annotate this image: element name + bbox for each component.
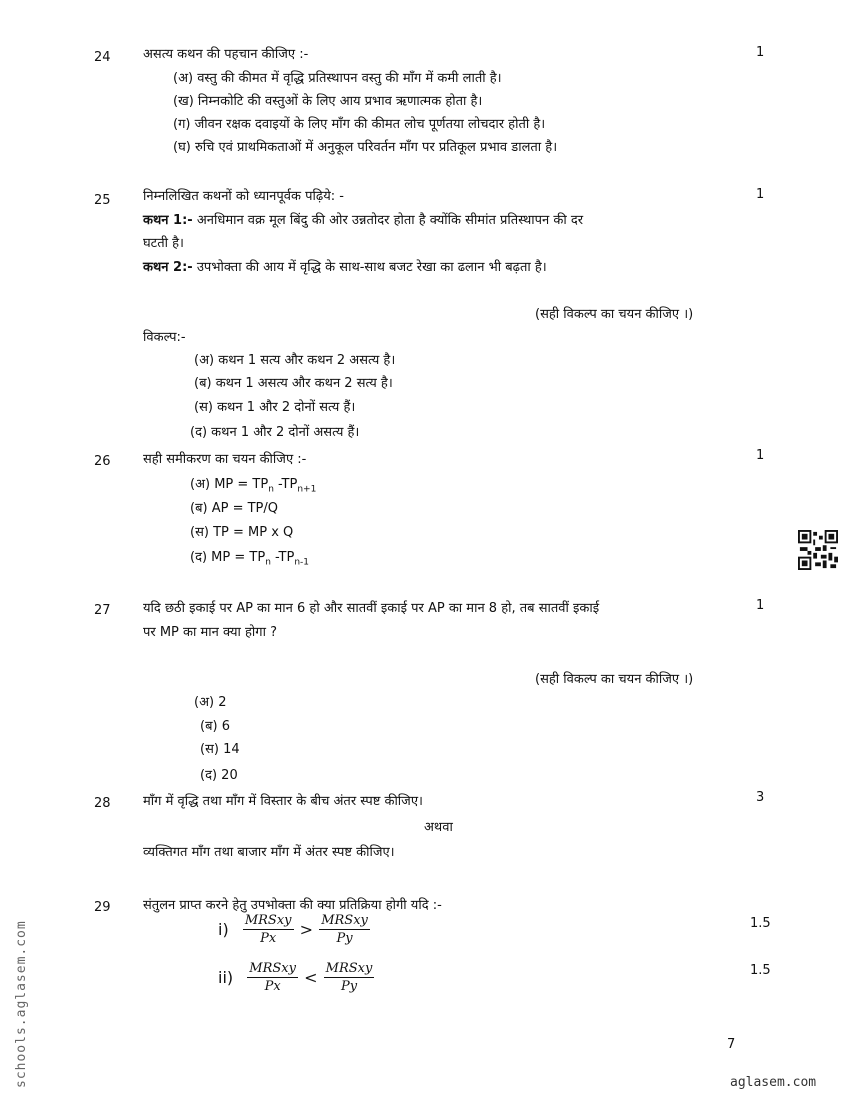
question-27-option-c: (स) 14 [200,742,240,757]
question-25-option-d: (द) कथन 1 और 2 दोनों असत्य हैं। [190,425,360,440]
part-ii-right-denominator: Py [340,979,358,994]
question-26-marks: 1 [756,448,765,463]
part-i-left-numerator: MRSxy [244,913,292,928]
part-i-right-fraction [319,913,370,946]
question-29-stem: संतुलन प्राप्त करने हेतु उपभोक्ता की क्या प्रतिक्रिया होगी यदि :- [143,898,442,913]
option-a-mid: -TP [273,477,298,492]
statement-1-continuation: घटती है। [143,236,184,251]
side-watermark: schools.aglasem.com [14,920,29,1088]
question-25-option-b: (ब) कथन 1 असत्य और कथन 2 सत्य है। [194,376,393,391]
part-i-left-denominator: Px [260,931,277,946]
question-24-option-d: (घ) रुचि एवं प्राथमिकताओं में अनुकूल परिवर्तन माँग पर प्रतिकूल प्रभाव डालता है। [173,140,558,155]
part-i-label: i) [218,920,229,939]
question-number-26: 26 [94,454,111,469]
question-28-or: अथवा [424,820,453,835]
part-i-right-denominator: Py [336,931,353,946]
part-ii-left-fraction [247,961,298,994]
question-24-option-a: (अ) वस्तु की कीमत में वृद्धि प्रतिस्थापन वस्तु की माँग में कमी लाती है। [173,71,502,86]
question-27-stem-line-1: यदि छठी इकाई पर AP का मान 6 हो और सातवीं इकाई पर AP का मान 8 हो, तब सातवीं इकाई [143,601,600,616]
question-29-part-i-marks: 1.5 [750,916,771,931]
question-number-25: 25 [94,193,111,208]
part-ii-relation: < [304,968,318,987]
question-25-statement-1 [143,210,583,228]
part-i-relation: > [299,920,314,939]
option-a-sub-2: n+1 [297,484,317,495]
statement-1-label: कथन 1:- [143,213,193,228]
option-d-sub-2: n-1 [294,557,310,568]
question-28-marks: 3 [756,790,765,805]
question-24-stem: असत्य कथन की पहचान कीजिए :- [143,47,309,62]
statement-2-text: उपभोक्ता की आय में वृद्धि के साथ-साथ बजट रेखा का ढलान भी बढ़ता है। [196,260,547,275]
option-d-sub-1: n [265,557,271,568]
question-24-option-c: (ग) जीवन रक्षक दवाइयों के लिए माँग की कीमत लोच पूर्णतया लोचदार होती है। [173,117,546,132]
question-25-marks: 1 [756,187,765,202]
question-27-option-a: (अ) 2 [194,695,227,710]
statement-1-text: अनधिमान वक्र मूल बिंदु की ओर उन्नतोदर होता है क्योंकि सीमांत प्रतिस्थापन की दर [196,213,584,228]
question-number-27: 27 [94,603,111,618]
part-ii-left-denominator: Px [264,979,281,994]
question-25-statement-2 [143,257,547,275]
question-26-option-d [190,547,309,568]
question-number-24: 24 [94,50,111,65]
option-d-prefix: (द) MP = TP [190,550,266,565]
question-26-stem: सही समीकरण का चयन कीजिए :- [143,452,307,467]
statement-2-label: कथन 2:- [143,260,193,275]
question-26-option-c: (स) TP = MP x Q [190,525,294,540]
question-24-marks: 1 [756,45,765,60]
question-27-marks: 1 [756,598,765,613]
part-i-left-fraction [243,913,294,946]
question-27-stem-line-2: पर MP का मान क्या होगा ? [143,625,277,640]
part-ii-label: ii) [218,968,234,987]
question-27-option-b: (ब) 6 [200,719,230,734]
question-24-option-b: (ख) निम्नकोटि की वस्तुओं के लिए आय प्रभाव ऋणात्मक होता है। [173,94,483,109]
question-25-option-a: (अ) कथन 1 सत्य और कथन 2 असत्य है। [194,353,396,368]
question-26-option-a [190,474,316,495]
question-25-option-c: (स) कथन 1 और 2 दोनों सत्य हैं। [194,400,356,415]
part-ii-right-fraction [324,961,375,994]
option-d-mid: -TP [270,550,295,565]
question-25-stem: निम्नलिखित कथनों को ध्यानपूर्वक पढ़िये: - [143,189,344,204]
option-a-sub-1: n [268,484,274,495]
question-27-option-d: (द) 20 [200,768,238,783]
option-a-prefix: (अ) MP = TP [190,477,269,492]
question-28-alternative: व्यक्तिगत माँग तथा बाजार माँग में अंतर स्पष्ट कीजिए। [143,845,395,860]
question-26-option-b: (ब) AP = TP/Q [190,501,278,516]
part-ii-left-numerator: MRSxy [249,961,296,976]
question-number-29: 29 [94,900,111,915]
question-29-part-ii [218,961,374,994]
question-number-28: 28 [94,796,111,811]
question-25-options-label: विकल्प:- [143,330,186,345]
question-29-part-ii-marks: 1.5 [750,963,771,978]
question-27-instruction: (सही विकल्प का चयन कीजिए ।) [535,672,694,687]
brand-watermark: aglasem.com [730,1075,817,1090]
question-29-part-i [218,913,370,946]
question-25-instruction: (सही विकल्प का चयन कीजिए ।) [535,307,694,322]
qr-code-icon [798,530,838,570]
part-ii-right-numerator: MRSxy [325,961,373,976]
part-i-right-numerator: MRSxy [321,913,368,928]
page-number: 7 [727,1037,736,1052]
question-28-stem: माँग में वृद्धि तथा माँग में विस्तार के बीच अंतर स्पष्ट कीजिए। [143,794,423,809]
